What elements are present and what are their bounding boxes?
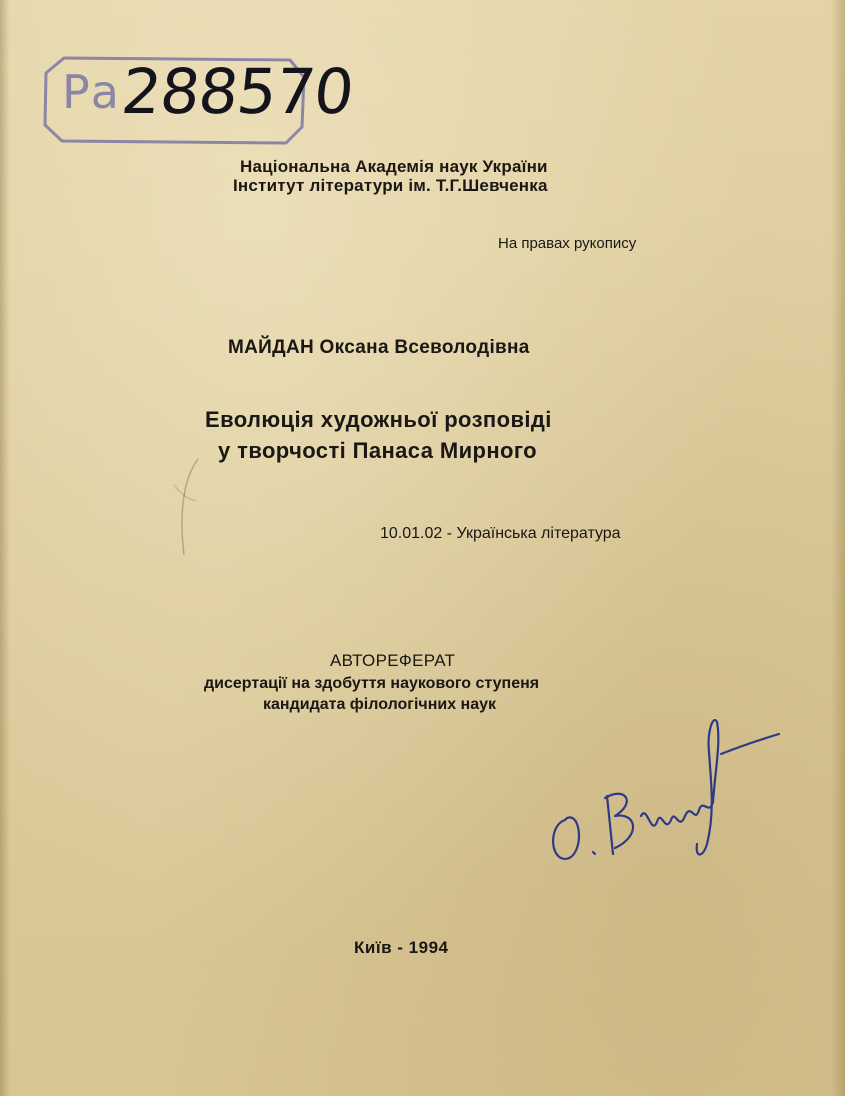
abstract-purpose-line-2: кандидата філологічних наук (263, 696, 497, 713)
place-and-year: Київ - 1994 (354, 938, 449, 957)
rights-note: На правах рукопису (498, 235, 637, 252)
specialty-code: 10.01.02 - Українська література (380, 525, 621, 542)
pencil-mark (168, 455, 208, 565)
handwritten-signature (545, 712, 785, 872)
page-edge-right (831, 0, 845, 1096)
institution-name: Національна Академія наук України (240, 157, 548, 176)
thesis-title-line-2: у творчості Панаса Мирного (218, 438, 537, 463)
stamp-prefix: Ра (62, 65, 120, 119)
abstract-purpose-line-1: дисертації на здобуття наукового ступеня (204, 675, 540, 692)
library-stamp (42, 55, 357, 145)
abstract-heading: АВТОРЕФЕРАТ (330, 651, 456, 670)
stamp-accession-number: 288570 (118, 55, 357, 128)
page-edge-left (0, 0, 10, 1096)
author-name: МАЙДАН Оксана Всеволодівна (228, 337, 530, 358)
institute-name: Інститут літератури ім. Т.Г.Шевченка (233, 176, 548, 195)
thesis-title-line-1: Еволюція художньої розповіді (205, 407, 552, 432)
